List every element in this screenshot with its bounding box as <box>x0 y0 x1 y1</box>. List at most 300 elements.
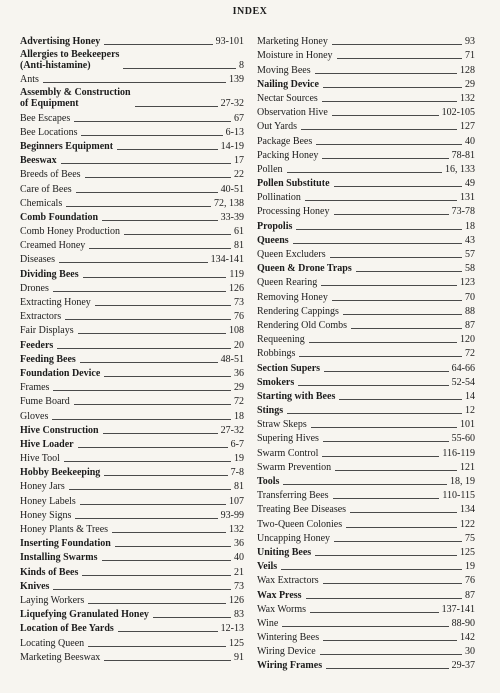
index-entry-label: Wax Press <box>257 589 302 601</box>
leader-line <box>322 158 448 159</box>
leader-line <box>323 583 462 584</box>
leader-line <box>78 447 228 448</box>
leader-line <box>332 300 462 301</box>
index-entry <box>20 436 244 450</box>
leader-line <box>293 243 462 244</box>
index-entry <box>257 657 475 671</box>
index-entry <box>20 464 244 478</box>
index-entry-label: Package Bees <box>257 135 313 147</box>
index-entry-pages: 128 <box>460 64 475 76</box>
leader-line <box>135 106 218 107</box>
index-entry-label: Robbings <box>257 348 296 360</box>
index-entry-label: Inserting Foundation <box>20 538 111 550</box>
leader-line <box>320 654 462 655</box>
index-entry-pages: 14-19 <box>220 140 244 152</box>
index-entry-label: Bee Locations <box>20 126 78 138</box>
index-entry <box>257 189 475 203</box>
index-entry-pages: 19 <box>234 453 244 465</box>
index-entry-pages: 123 <box>460 277 475 289</box>
index-entry-pages: 33-39 <box>220 211 244 223</box>
leader-line <box>306 598 462 599</box>
index-entry <box>257 232 475 246</box>
index-entry-pages: 75 <box>465 532 475 544</box>
index-entry-label: Starting with Bees <box>257 390 336 402</box>
index-entry-pages: 72, 138 <box>214 197 244 209</box>
leader-line <box>315 555 457 556</box>
leader-line <box>153 617 231 618</box>
leader-line <box>53 291 226 292</box>
leader-line <box>64 461 231 462</box>
leader-line <box>102 560 231 561</box>
leader-line <box>66 206 211 207</box>
leader-line <box>80 504 226 505</box>
index-entry <box>257 359 475 373</box>
index-entry-pages: 29 <box>465 78 475 90</box>
index-entry-label: Smokers <box>257 376 295 388</box>
index-entry-label: Hive Construction <box>20 424 99 436</box>
index-entry-pages: 132 <box>229 524 244 535</box>
index-entry-label: Pollen Substitute <box>257 178 330 190</box>
index-entry-pages: 29 <box>234 382 244 394</box>
leader-line <box>299 356 462 357</box>
index-entry <box>257 374 475 388</box>
index-entry-pages: 48-51 <box>220 353 244 365</box>
index-entry <box>20 33 244 47</box>
index-entry-label: Queens <box>257 234 289 246</box>
index-entry <box>257 572 475 586</box>
index-entry-label: Liquefying Granulated Honey <box>20 609 149 621</box>
index-entry <box>20 422 244 436</box>
index-entry-pages: 27-32 <box>220 98 244 110</box>
index-entry-pages: 18 <box>465 220 475 232</box>
index-entry <box>20 592 244 606</box>
leader-line <box>305 200 457 201</box>
index-entry-pages: 122 <box>460 518 475 530</box>
index-entry-pages: 88-90 <box>451 617 475 629</box>
index-entry <box>20 322 244 336</box>
index-entry <box>257 487 475 501</box>
index-entry-label: Pollen <box>257 163 283 175</box>
index-entry-pages: 132 <box>460 92 475 104</box>
leader-line <box>322 101 457 102</box>
leader-line <box>334 214 449 215</box>
index-entry <box>20 407 244 421</box>
index-entry <box>257 544 475 558</box>
index-entry-label: Packing Honey <box>257 149 319 161</box>
index-entry-label: Supering Hives <box>257 433 319 445</box>
index-entry <box>20 195 244 209</box>
index-entry-label: Feeding Bees <box>20 353 76 365</box>
index-entry <box>257 515 475 529</box>
leader-line <box>326 668 449 669</box>
leader-line <box>337 58 462 59</box>
index-entry <box>20 152 244 166</box>
index-entry <box>20 649 244 663</box>
index-entry-pages: 108 <box>229 325 244 337</box>
index-entry <box>20 620 244 634</box>
index-entry-label: Ants <box>20 74 39 86</box>
index-entry-pages: 57 <box>465 249 475 260</box>
index-entry <box>257 132 475 146</box>
index-entry <box>20 265 244 279</box>
index-entry-label: Honey Labels <box>20 495 76 507</box>
leader-line <box>88 646 226 647</box>
leader-line <box>82 575 231 576</box>
leader-line <box>78 333 226 334</box>
index-entry-label: Extractors <box>20 311 62 323</box>
index-entry-pages: 73 <box>234 297 244 308</box>
leader-line <box>343 314 462 315</box>
index-entry <box>257 615 475 629</box>
index-entry-label: Swarm Prevention <box>257 461 332 473</box>
leader-line <box>85 177 231 178</box>
leader-line <box>346 527 457 528</box>
leader-line <box>335 470 457 471</box>
leader-line <box>123 68 236 69</box>
index-entry-label: Uncapping Honey <box>257 532 331 544</box>
index-entry <box>20 47 244 71</box>
index-entry-label: Extracting Honey <box>20 297 91 308</box>
index-entry <box>20 549 244 563</box>
index-entry <box>257 345 475 359</box>
index-entry <box>257 629 475 643</box>
index-entry-pages: 40-51 <box>220 183 244 195</box>
index-entry-pages: 91 <box>234 651 244 663</box>
index-entry-pages: 36 <box>234 367 244 379</box>
index-entry <box>20 180 244 194</box>
index-entry-pages: 116-119 <box>442 447 475 459</box>
leader-line <box>339 399 462 400</box>
index-entry-label: Observation Hive <box>257 107 328 119</box>
index-entry-label: Wax Worms <box>257 603 307 615</box>
index-entry-label: Processing Honey <box>257 206 330 218</box>
index-entry-pages: 12-13 <box>220 623 244 635</box>
index-entry-label: Knives <box>20 580 50 592</box>
leader-line <box>83 277 227 278</box>
leader-line <box>61 163 231 164</box>
index-entry-pages: 126 <box>229 594 244 606</box>
index-entry <box>257 558 475 572</box>
index-entry <box>20 209 244 223</box>
index-entry <box>20 450 244 464</box>
index-entry-pages: 29-37 <box>451 660 475 672</box>
index-entry-label: Advertising Honey <box>20 36 101 48</box>
index-entry-pages: 102-105 <box>441 107 475 119</box>
index-entry <box>257 317 475 331</box>
leader-line <box>115 546 231 547</box>
index-entry-pages: 64-66 <box>451 362 475 374</box>
index-entry <box>257 388 475 402</box>
index-entry <box>20 478 244 492</box>
index-entry-label: Frames <box>20 382 50 394</box>
index-entry <box>20 223 244 237</box>
index-entry-pages: 110-115 <box>442 490 475 502</box>
leader-line <box>69 489 231 490</box>
leader-line <box>76 192 218 193</box>
index-entry-pages: 87 <box>465 589 475 601</box>
index-entry-pages: 131 <box>460 192 475 204</box>
index-entry <box>257 288 475 302</box>
index-entry-pages: 70 <box>465 291 475 303</box>
index-entry-pages: 73-78 <box>451 206 475 218</box>
leader-line <box>59 262 208 263</box>
index-entry-pages: 16, 133 <box>445 163 475 175</box>
index-entry-label: Section Supers <box>257 362 321 374</box>
leader-line <box>281 569 462 570</box>
index-entry-label: Comb Foundation <box>20 211 99 223</box>
leader-line <box>65 319 231 320</box>
index-entry-label: Propolis <box>257 220 293 232</box>
index-entry <box>257 90 475 104</box>
index-entry-pages: 72 <box>234 396 244 408</box>
index-entry-pages: 30 <box>465 646 475 658</box>
index-entry-pages: 125 <box>229 637 244 649</box>
index-entry <box>257 76 475 90</box>
leader-line <box>298 385 448 386</box>
leader-line <box>89 248 231 249</box>
index-entry-label: Uniting Bees <box>257 546 312 558</box>
index-entry <box>20 507 244 521</box>
index-entry-label: Chemicals <box>20 197 63 209</box>
leader-line <box>104 376 231 377</box>
index-entry-pages: 6-7 <box>230 438 244 450</box>
index-entry-label: Wintering Bees <box>257 632 320 644</box>
leader-line <box>311 427 457 428</box>
leader-line <box>323 441 449 442</box>
index-entry-pages: 67 <box>234 112 244 124</box>
index-entry-label: Swarm Control <box>257 447 319 459</box>
index-entry-pages: 55-60 <box>451 433 475 445</box>
index-entry-label: Rendering Old Combs <box>257 319 347 331</box>
index-entry-label: Honey Signs <box>20 509 72 521</box>
index-entry <box>20 251 244 265</box>
index-entry <box>257 444 475 458</box>
leader-line <box>95 305 231 306</box>
index-entry <box>257 530 475 544</box>
index-entry-label: Stings <box>257 405 284 417</box>
leader-line <box>334 186 462 187</box>
index-entry-label: Assembly & Construction of Equipment <box>20 87 131 110</box>
index-entry-label: Treating Bee Diseases <box>257 504 347 516</box>
leader-line <box>124 234 231 235</box>
index-entry-pages: 8 <box>239 60 244 72</box>
index-entry <box>257 473 475 487</box>
index-entry-label: Wiring Frames <box>257 660 323 672</box>
leader-line <box>104 44 212 45</box>
index-entry <box>20 521 244 535</box>
leader-line <box>53 589 231 590</box>
index-entry-pages: 71 <box>465 50 475 62</box>
index-entry-label: Gloves <box>20 410 49 422</box>
index-entry-pages: 6-13 <box>225 126 244 138</box>
leader-line <box>322 456 439 457</box>
index-entry-label: Queen Excluders <box>257 249 326 260</box>
index-entry-label: Drones <box>20 282 49 294</box>
index-entry <box>257 246 475 260</box>
index-entry-label: Moving Bees <box>257 64 311 76</box>
index-entry-label: Dividing Bees <box>20 268 79 280</box>
index-entry-pages: 7-8 <box>230 467 244 479</box>
index-entry-label: Removing Honey <box>257 291 328 303</box>
index-entry-label: Two-Queen Colonies <box>257 518 343 530</box>
leader-line <box>316 144 462 145</box>
index-entry-pages: 18, 19 <box>450 476 475 487</box>
leader-line <box>53 390 231 391</box>
index-entry <box>20 124 244 138</box>
index-entry-pages: 40 <box>234 552 244 564</box>
leader-line <box>80 362 218 363</box>
index-entry-pages: 121 <box>460 461 475 473</box>
leader-line <box>282 626 448 627</box>
index-entry <box>257 601 475 615</box>
index-entry <box>257 260 475 274</box>
index-entry-pages: 119 <box>229 268 244 280</box>
leader-line <box>332 115 439 116</box>
index-entry <box>257 104 475 118</box>
index-entry-pages: 73 <box>234 580 244 592</box>
index-entry-pages: 76 <box>465 575 475 587</box>
index-entry-pages: 139 <box>229 74 244 86</box>
index-entry <box>257 175 475 189</box>
index-entry-pages: 126 <box>229 282 244 294</box>
index-entry <box>20 138 244 152</box>
index-entry-label: Wax Extractors <box>257 575 319 587</box>
index-entry-label: Queen & Drone Traps <box>257 263 352 275</box>
index-entry-pages: 27-32 <box>220 424 244 436</box>
index-entry <box>20 280 244 294</box>
leader-line <box>323 640 457 641</box>
index-entry-pages: 21 <box>234 566 244 578</box>
index-column-left <box>20 33 244 663</box>
index-entry-label: Care of Bees <box>20 183 72 195</box>
index-entry-label: Tools <box>257 476 280 487</box>
index-entry-pages: 40 <box>465 135 475 147</box>
index-column-right <box>257 33 475 671</box>
index-entry <box>257 501 475 515</box>
index-entry-label: Transferring Bees <box>257 490 329 502</box>
index-entry <box>257 118 475 132</box>
index-entry-label: Honey Jars <box>20 481 65 493</box>
leader-line <box>334 541 462 542</box>
leader-line <box>356 271 462 272</box>
index-entry-pages: 17 <box>234 155 244 167</box>
index-entry <box>257 416 475 430</box>
index-entry-pages: 76 <box>234 311 244 323</box>
index-entry-pages: 78-81 <box>451 149 475 161</box>
index-entry-label: Feeders <box>20 339 54 351</box>
index-entry-label: Creamed Honey <box>20 240 86 252</box>
index-entry <box>257 203 475 217</box>
leader-line <box>104 475 227 476</box>
index-entry-label: Marketing Honey <box>257 36 328 48</box>
index-entry <box>20 109 244 123</box>
index-entry-label: Installing Swarms <box>20 552 98 564</box>
leader-line <box>332 44 462 45</box>
index-entry-label: Allergies to Beekeepers (Anti-histamine) <box>20 49 120 72</box>
index-entry <box>20 606 244 620</box>
index-entry-pages: 81 <box>234 481 244 493</box>
leader-line <box>112 532 226 533</box>
index-entry <box>20 492 244 506</box>
index-entry-label: Location of Bee Yards <box>20 623 114 635</box>
index-entry <box>20 351 244 365</box>
index-entry <box>257 643 475 657</box>
leader-line <box>74 404 231 405</box>
leader-line <box>333 498 440 499</box>
index-entry <box>20 379 244 393</box>
index-entry <box>20 166 244 180</box>
leader-line <box>350 512 457 513</box>
index-entry-label: Diseases <box>20 254 55 266</box>
index-entry <box>257 47 475 61</box>
index-entry-label: Moisture in Honey <box>257 50 333 62</box>
leader-line <box>287 413 462 414</box>
index-entry-label: Foundation Device <box>20 367 101 379</box>
index-entry <box>257 274 475 288</box>
index-entry-label: Kinds of Bees <box>20 566 79 578</box>
index-entry-pages: 127 <box>460 121 475 133</box>
index-entry <box>257 459 475 473</box>
index-entry <box>20 294 244 308</box>
index-entry-label: Beeswax <box>20 155 57 167</box>
index-entry <box>257 331 475 345</box>
index-entry-pages: 36 <box>234 538 244 550</box>
index-entry-pages: 88 <box>465 305 475 317</box>
index-entry-pages: 58 <box>465 263 475 275</box>
index-entry-pages: 43 <box>465 234 475 246</box>
index-entry-label: Fume Board <box>20 396 70 408</box>
index-entry-pages: 87 <box>465 319 475 331</box>
leader-line <box>296 229 462 230</box>
index-entry-pages: 20 <box>234 339 244 351</box>
index-entry <box>20 308 244 322</box>
index-entry-pages: 81 <box>234 240 244 252</box>
leader-line <box>104 660 231 661</box>
leader-line <box>118 631 218 632</box>
index-entry-pages: 142 <box>460 632 475 644</box>
leader-line <box>117 149 218 150</box>
index-entry-pages: 12 <box>465 405 475 417</box>
index-entry <box>257 430 475 444</box>
index-entry-pages: 93-101 <box>215 36 244 48</box>
leader-line <box>81 135 222 136</box>
index-entry-pages: 125 <box>460 546 475 558</box>
index-entry <box>20 71 244 85</box>
index-entry <box>20 85 244 109</box>
index-entry <box>20 535 244 549</box>
index-entry-label: Beginners Equipment <box>20 140 114 152</box>
index-entry-pages: 14 <box>465 390 475 402</box>
index-entry-label: Laying Workers <box>20 594 85 606</box>
leader-line <box>351 328 462 329</box>
index-entry <box>20 563 244 577</box>
index-entry-pages: 61 <box>234 226 244 238</box>
index-entry-pages: 22 <box>234 169 244 181</box>
index-entry-label: Nectar Sources <box>257 92 318 104</box>
index-entry <box>20 634 244 648</box>
index-entry-label: Hive Tool <box>20 453 60 465</box>
index-entry-label: Nailing Device <box>257 78 319 90</box>
leader-line <box>309 342 457 343</box>
leader-line <box>321 285 457 286</box>
index-entry-pages: 137-141 <box>441 603 475 615</box>
leader-line <box>102 220 218 221</box>
leader-line <box>103 433 218 434</box>
leader-line <box>52 419 231 420</box>
leader-line <box>88 603 226 604</box>
index-entry-pages: 134-141 <box>210 254 244 266</box>
index-entry-pages: 134 <box>460 504 475 516</box>
